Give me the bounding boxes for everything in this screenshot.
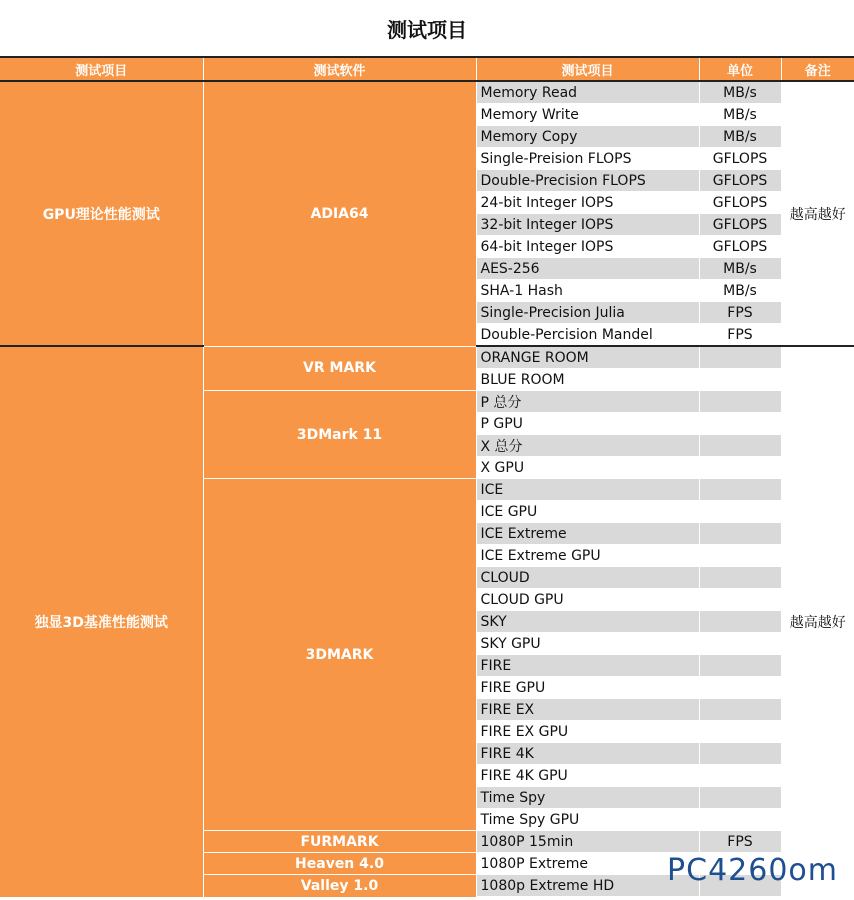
table-row <box>0 81 854 104</box>
unit-cell <box>699 809 781 831</box>
unit-cell <box>699 369 781 391</box>
unit-cell <box>699 655 781 677</box>
note-cell: 越高越好 <box>781 346 854 897</box>
test-item-cell: CLOUD GPU <box>476 589 699 611</box>
watermark-logo: PC4260om <box>667 853 838 888</box>
header-item: 测试项目 <box>476 58 699 81</box>
software-cell: ADIA64 <box>203 81 476 346</box>
unit-cell <box>699 457 781 479</box>
test-item-cell: ICE GPU <box>476 501 699 523</box>
test-item-cell: FIRE <box>476 655 699 677</box>
test-item-cell: 1080P Extreme <box>476 853 699 875</box>
software-cell: VR MARK <box>203 346 476 391</box>
unit-cell <box>699 633 781 655</box>
test-item-cell: Double-Percision Mandel <box>476 324 699 347</box>
unit-cell <box>699 765 781 787</box>
note-cell: 越高越好 <box>781 81 854 346</box>
unit-cell: GFLOPS <box>699 148 781 170</box>
software-cell: FURMARK <box>203 831 476 853</box>
header-unit: 单位 <box>699 58 781 81</box>
test-item-cell: Memory Read <box>476 81 699 104</box>
unit-cell <box>699 501 781 523</box>
unit-cell <box>699 589 781 611</box>
unit-cell: MB/s <box>699 81 781 104</box>
test-item-cell: ORANGE ROOM <box>476 346 699 369</box>
test-item-cell: P GPU <box>476 413 699 435</box>
test-item-cell: X 总分 <box>476 435 699 457</box>
test-item-cell: FIRE 4K <box>476 743 699 765</box>
test-item-cell: SKY <box>476 611 699 633</box>
test-item-cell: SKY GPU <box>476 633 699 655</box>
test-item-cell: 24-bit Integer IOPS <box>476 192 699 214</box>
unit-cell <box>699 567 781 589</box>
unit-cell: MB/s <box>699 280 781 302</box>
page-title: 测试项目 <box>0 0 854 58</box>
software-cell: 3DMark 11 <box>203 391 476 479</box>
test-item-cell: 1080p Extreme HD <box>476 875 699 897</box>
category-cell: GPU理论性能测试 <box>0 81 203 346</box>
unit-cell: FPS <box>699 302 781 324</box>
header-note: 备注 <box>781 58 854 81</box>
test-item-cell: FIRE EX <box>476 699 699 721</box>
unit-cell: MB/s <box>699 126 781 148</box>
header-software: 测试软件 <box>203 58 476 81</box>
test-item-cell: ICE Extreme <box>476 523 699 545</box>
test-item-cell: P 总分 <box>476 391 699 413</box>
unit-cell: MB/s <box>699 104 781 126</box>
unit-cell <box>699 523 781 545</box>
test-item-cell: FIRE 4K GPU <box>476 765 699 787</box>
unit-cell <box>699 479 781 501</box>
unit-cell: MB/s <box>699 258 781 280</box>
test-item-cell: Time Spy <box>476 787 699 809</box>
unit-cell <box>699 611 781 633</box>
test-item-cell: FIRE GPU <box>476 677 699 699</box>
test-item-cell: Time Spy GPU <box>476 809 699 831</box>
test-item-cell: X GPU <box>476 457 699 479</box>
test-item-cell: 32-bit Integer IOPS <box>476 214 699 236</box>
test-item-cell: 64-bit Integer IOPS <box>476 236 699 258</box>
software-cell: 3DMARK <box>203 479 476 831</box>
test-item-cell: SHA-1 Hash <box>476 280 699 302</box>
unit-cell <box>699 391 781 413</box>
unit-cell <box>699 699 781 721</box>
unit-cell <box>699 677 781 699</box>
table-body <box>0 81 854 897</box>
test-item-cell: AES-256 <box>476 258 699 280</box>
test-item-cell: ICE Extreme GPU <box>476 545 699 567</box>
unit-cell <box>699 545 781 567</box>
unit-cell: GFLOPS <box>699 192 781 214</box>
unit-cell <box>699 435 781 457</box>
table-row <box>0 346 854 369</box>
test-item-cell: Double-Precision FLOPS <box>476 170 699 192</box>
test-item-cell: CLOUD <box>476 567 699 589</box>
test-items-table <box>0 58 854 897</box>
test-item-cell: Memory Copy <box>476 126 699 148</box>
unit-cell <box>699 721 781 743</box>
header-category: 测试项目 <box>0 58 203 81</box>
test-item-cell: FIRE EX GPU <box>476 721 699 743</box>
test-item-cell: Single-Preision FLOPS <box>476 148 699 170</box>
unit-cell: GFLOPS <box>699 236 781 258</box>
header-row <box>0 58 854 81</box>
unit-cell <box>699 413 781 435</box>
unit-cell <box>699 743 781 765</box>
test-item-cell: Memory Write <box>476 104 699 126</box>
test-item-cell: BLUE ROOM <box>476 369 699 391</box>
software-cell: Valley 1.0 <box>203 875 476 897</box>
unit-cell: GFLOPS <box>699 170 781 192</box>
software-cell: Heaven 4.0 <box>203 853 476 875</box>
unit-cell <box>699 787 781 809</box>
unit-cell: FPS <box>699 831 781 853</box>
test-item-cell: ICE <box>476 479 699 501</box>
test-item-cell: 1080P 15min <box>476 831 699 853</box>
unit-cell: GFLOPS <box>699 214 781 236</box>
category-cell: 独显3D基准性能测试 <box>0 346 203 897</box>
unit-cell <box>699 346 781 369</box>
test-item-cell: Single-Precision Julia <box>476 302 699 324</box>
unit-cell: FPS <box>699 324 781 347</box>
